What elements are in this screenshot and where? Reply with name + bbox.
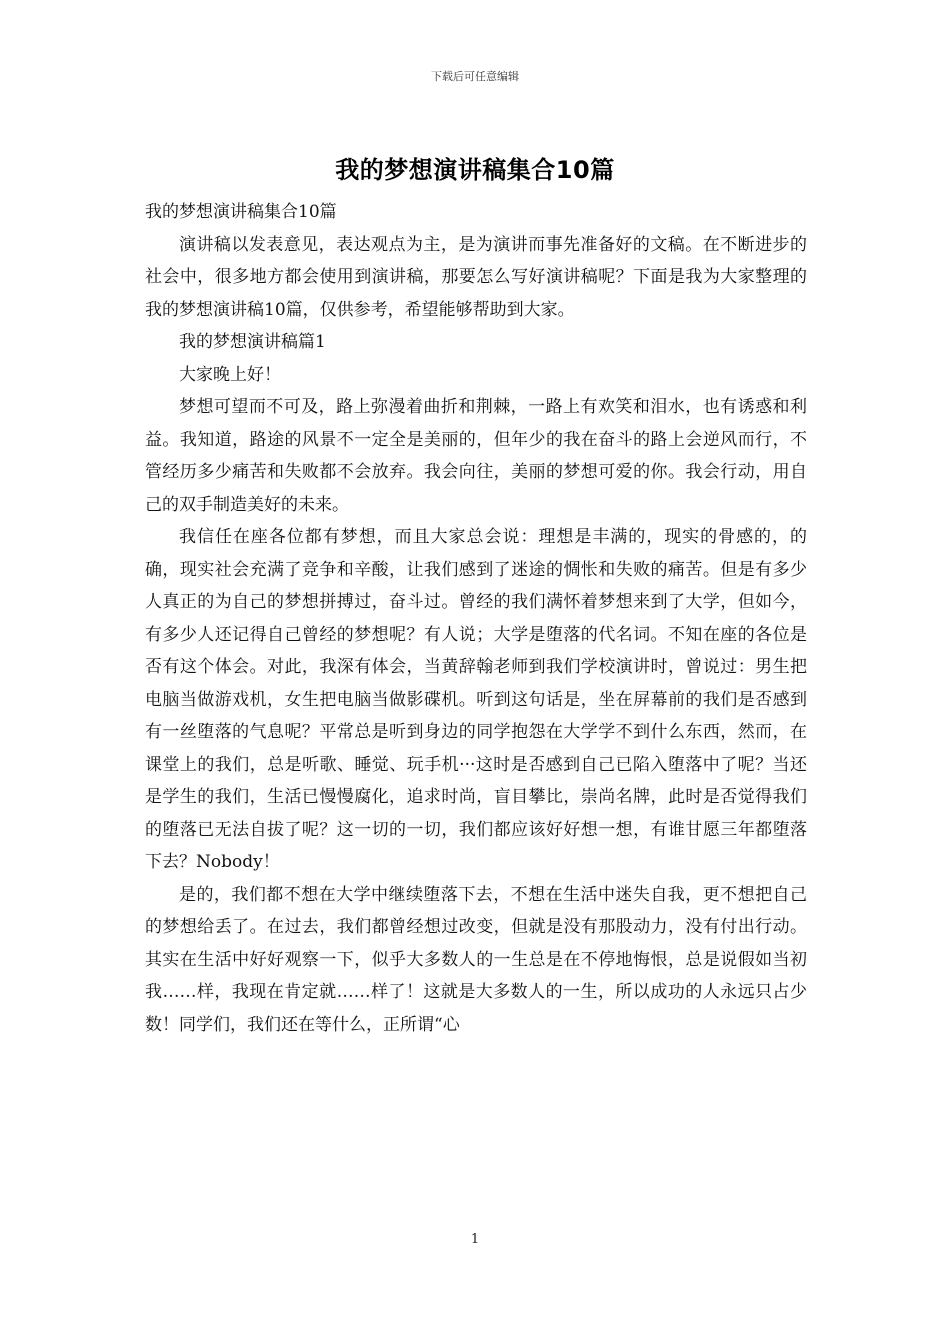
page-number: 1 bbox=[470, 1232, 480, 1247]
document-title: 我的梦想演讲稿集合10篇 bbox=[335, 156, 615, 184]
paragraph-intro: 演讲稿以发表意见，表达观点为主，是为演讲而事先准备好的文稿。在不断进步的社会中，很多地方都会使用到演讲稿，那要怎么写好演讲稿呢？下面是我为大家整理的我的梦想演讲稿10篇，仅供参考，希望能够帮助到大家。 bbox=[145, 234, 807, 320]
subtitle-line: 我的梦想演讲稿集合10篇 bbox=[145, 202, 337, 222]
paragraph: 我信任在座各位都有梦想，而且大家总会说：理想是丰满的，现实的骨感的，的确，现实社会充满了竞争和辛酸，让我们感到了迷途的惆怅和失败的痛苦。但是有多少人真正的为自己的梦想拼搏过，奋斗过。曾经的我们满怀着梦想来到了大学，但如今，有多少人还记得自己曾经的梦想呢？有人说；大学是堕落的代名词。不知在座的各位是否有这个体会。对此，我深有体会，当黄辞翰老师到我们学校演讲时，曾说过：男生把电脑当做游戏机，女生把电脑当做影碟机。听到这句话是，坐在屏幕前的我们是否感到有一丝堕落的气息呢？平常总是听到身边的同学抱怨在大学学不到什么东西，然而，在课堂上的我们，总是听歌、睡觉、玩手机···这时是否感到自己已陷入堕落中了呢？当还是学生的我们，生活已慢慢腐化，追求时尚，盲目攀比，崇尚名牌，此时是否觉得我们的堕落已无法自拔了呢？这一切的一切，我们都应该好好想一想，有谁甘愿三年都堕落下去？Nobody！ bbox=[145, 527, 807, 872]
paragraph: 是的，我们都不想在大学中继续堕落下去，不想在生活中迷失自我，更不想把自己的梦想给丢了。在过去，我们都曾经想过改变，但就是没有那股动力，没有付出行动。其实在生活中好好观察一下，似乎大多数人的一生总是在不停地悔恨，总是说假如当初我……样，我现在肯定就……样了！这就是大多数人的一生，所以成功的人永远只占少数！同学们，我们还在等什么，正所谓“心 bbox=[145, 884, 807, 1035]
greeting-line: 大家晚上好！ bbox=[179, 364, 281, 385]
document-body bbox=[145, 196, 807, 1041]
section-heading: 我的梦想演讲稿篇1 bbox=[179, 332, 326, 352]
header-note: 下载后可任意编辑 bbox=[431, 70, 519, 83]
paragraph: 梦想可望而不可及，路上弥漫着曲折和荆棘，一路上有欢笑和泪水，也有诱惑和利益。我知道，路途的风景不一定全是美丽的，但年少的我在奋斗的路上会逆风而行，不管经历多少痛苦和失败都不会放弃。我会向往，美丽的梦想可爱的你。我会行动，用自己的双手制造美好的未来。 bbox=[145, 397, 807, 515]
